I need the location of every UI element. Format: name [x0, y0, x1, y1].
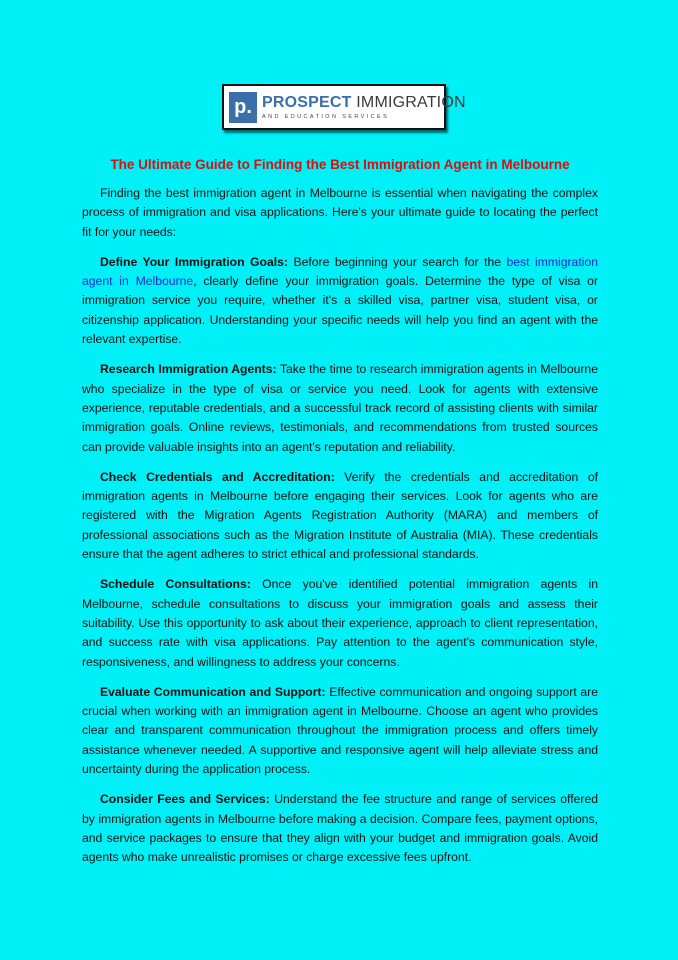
section-schedule-consultations	[82, 575, 598, 671]
section-check-credentials	[82, 468, 598, 564]
document-title: The Ultimate Guide to Finding the Best Immigration Agent in Melbourne	[110, 157, 570, 172]
section-evaluate-communication	[82, 683, 598, 779]
logo-name-part2: IMMIGRATION	[351, 94, 466, 111]
section-consider-fees	[82, 790, 598, 867]
section-heading: Research Immigration Agents:	[100, 362, 277, 377]
logo-name-part1: PROSPECT	[262, 94, 352, 111]
section-heading: Check Credentials and Accreditation:	[100, 469, 335, 484]
intro-paragraph: Finding the best immigration agent in Melbourne is essential when navigating the complex process of immigration and visa applications. Here's your ultimate guide to locating the perfect fit for your needs:	[82, 186, 598, 239]
logo-name	[262, 94, 466, 112]
section-text: Effective communication and ongoing support are crucial when working with an immigration agent in Melbourne. Choose an agent who provides clear and transparent communication throughout the immigration process and offers timely assistance whenever needed. A supportive and responsive agent will help alleviate stress and uncertainty during the application process.	[82, 684, 599, 777]
section-define-goals	[82, 253, 598, 349]
section-research-agents	[82, 360, 598, 456]
section-text: , clearly define your immigration goals. Determine the type of visa or immigration service you require, whether it's a skilled visa, partner visa, student visa, or citizenship application. Understanding your specific needs will help you find an agent with the relevant expertise.	[82, 274, 598, 347]
logo-tagline: AND EDUCATION SERVICES	[262, 114, 390, 120]
logo-mark: p.	[229, 92, 257, 123]
section-heading: Consider Fees and Services:	[100, 792, 270, 807]
section-text: Take the time to research immigration agents in Melbourne who specialize in the type of visa or service you need. Look for agents with extensive experience, reputable credentials, and a successful track record of assisting clients with similar immigration goals. Online reviews, testimonials, and recommendations from trusted sources can provide valuable insights into an agent's reputation and reliability.	[82, 362, 598, 454]
section-heading: Schedule Consultations:	[100, 577, 251, 592]
section-text: Once you've identified potential immigration agents in Melbourne, schedule consultations to discuss your immigration goals and assess their suitability. Use this opportunity to ask about their experience, approach to client representation, and success rate with visa applications. Pay attention to the agent's communication style, responsiveness, and willingness to address your concerns.	[82, 577, 598, 669]
document-body	[82, 184, 598, 879]
section-heading: Define Your Immigration Goals:	[100, 254, 288, 269]
best-agent-link[interactable]: best immigration agent in Melbourne	[82, 254, 598, 289]
section-text: Before beginning your search for the	[287, 254, 507, 269]
company-logo	[222, 84, 466, 130]
section-text: Verify the credentials and accreditation of immigration agents in Melbourne before engaging their services. Look for agents who are registered with the Migration Agents Registration Authority (MARA) and members of professional associations such as the Migration Institute of Australia (MIA). These credentials ensure that the agent adheres to strict ethical and professional standards.	[82, 469, 598, 562]
section-text: Understand the fee structure and range of services offered by immigration agents in Melbourne before making a decision. Compare fees, payment options, and service packages to ensure that they align with your budget and immigration goals. Avoid agents who make unrealistic promises or charge excessive fees upfront.	[82, 792, 598, 865]
section-heading: Evaluate Communication and Support:	[100, 684, 326, 699]
